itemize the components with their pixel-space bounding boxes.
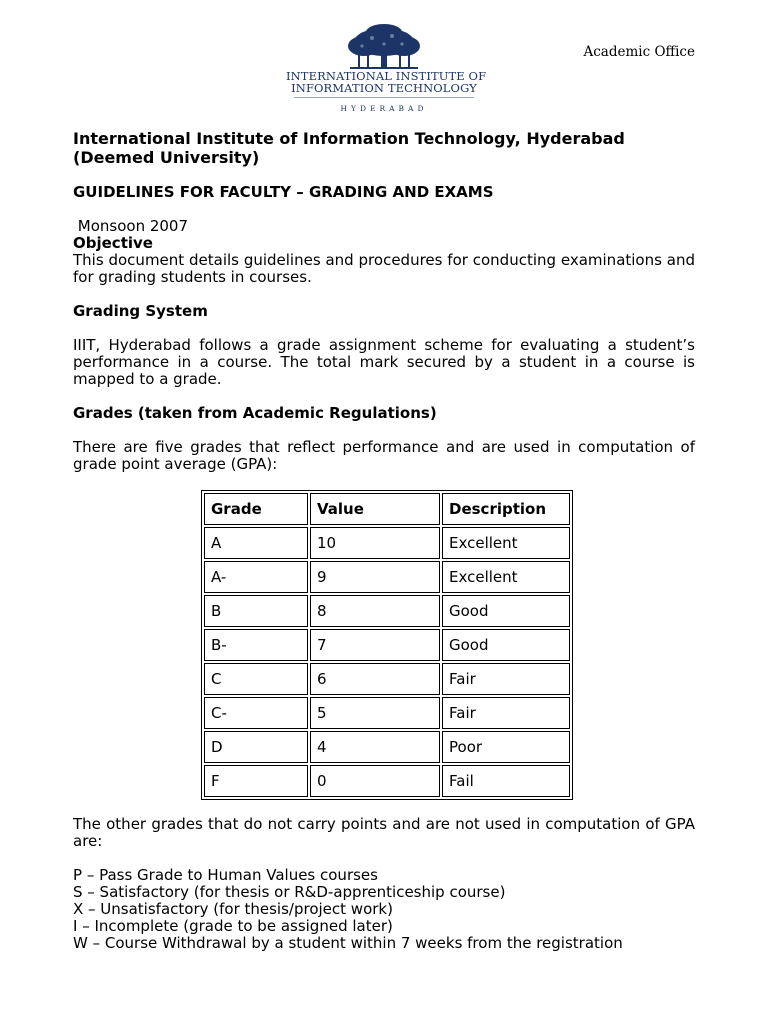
table-row (204, 561, 570, 593)
value-cell: 5 (310, 697, 440, 729)
grade-cell: B- (204, 629, 308, 661)
table-header: Description (442, 493, 570, 525)
banyan-tree-icon (342, 24, 426, 70)
other-grades-list (73, 867, 695, 952)
term-label: Monsoon 2007 (73, 217, 189, 235)
table-header: Grade (204, 493, 308, 525)
logo-text-line1: INTERNATIONAL INSTITUTE OF (286, 69, 487, 83)
value-cell: 10 (310, 527, 440, 559)
description-cell: Good (442, 629, 570, 661)
grade-cell: D (204, 731, 308, 763)
grades-heading: Grades (taken from Academic Regulations) (73, 404, 437, 422)
grades-intro: There are five grades that reflect performance and are used in computation of grade point average (GPA): (73, 438, 695, 473)
value-cell: 7 (310, 629, 440, 661)
value-cell: 4 (310, 731, 440, 763)
value-cell: 6 (310, 663, 440, 695)
list-item: I – Incomplete (grade to be assigned later) (73, 917, 393, 935)
list-item: S – Satisfactory (for thesis or R&D-apprenticeship course) (73, 883, 506, 901)
value-cell: 0 (310, 765, 440, 797)
logo-divider (294, 97, 474, 98)
description-cell: Fair (442, 663, 570, 695)
table-row (204, 595, 570, 627)
objective-text: This document details guidelines and procedures for conducting examinations and for grading students in courses. (73, 251, 695, 286)
description-cell: Excellent (442, 561, 570, 593)
description-cell: Fair (442, 697, 570, 729)
description-cell: Good (442, 595, 570, 627)
table-row (204, 731, 570, 763)
table-header-row (204, 493, 570, 525)
grades-table (201, 490, 573, 800)
academic-office-label: Academic Office (583, 44, 695, 60)
list-item: W – Course Withdrawal by a student within 7 weeks from the registration (73, 934, 623, 952)
grading-heading: Grading System (73, 302, 208, 320)
institute-logo (286, 24, 487, 117)
value-cell: 8 (310, 595, 440, 627)
grade-cell: B (204, 595, 308, 627)
institute-heading: International Institute of Information Technology, Hyderabad (Deemed University) (73, 129, 625, 167)
objective-heading: Objective (73, 234, 153, 252)
list-item: P – Pass Grade to Human Values courses (73, 866, 378, 884)
grade-cell: A (204, 527, 308, 559)
grade-cell: C (204, 663, 308, 695)
table-row (204, 629, 570, 661)
table-row (204, 765, 570, 797)
document-body (73, 129, 695, 952)
description-cell: Excellent (442, 527, 570, 559)
grade-cell: A- (204, 561, 308, 593)
description-cell: Poor (442, 731, 570, 763)
other-grades-intro: The other grades that do not carry points and are not used in computation of GPA are: (73, 815, 695, 850)
value-cell: 9 (310, 561, 440, 593)
table-row (204, 663, 570, 695)
list-item: X – Unsatisfactory (for thesis/project work) (73, 900, 393, 918)
logo-text-line2: INFORMATION TECHNOLOGY (291, 81, 477, 95)
grade-cell: C- (204, 697, 308, 729)
table-row (204, 527, 570, 559)
document-title: GUIDELINES FOR FACULTY – GRADING AND EXAMS (73, 183, 494, 201)
grade-cell: F (204, 765, 308, 797)
description-cell: Fail (442, 765, 570, 797)
table-header: Value (310, 493, 440, 525)
logo-city: HYDERABAD (340, 104, 428, 113)
table-row (204, 697, 570, 729)
grading-text: IIIT, Hyderabad follows a grade assignment scheme for evaluating a student’s performance in a course. The total mark secured by a student in a course is mapped to a grade. (73, 336, 695, 388)
